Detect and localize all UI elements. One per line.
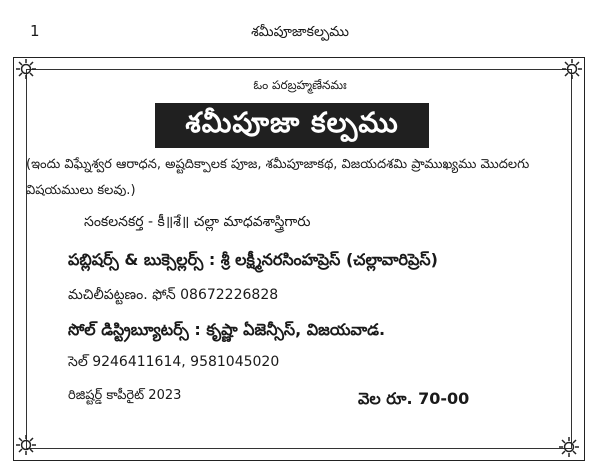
cell-numbers: సెల్ 9246411614, 9581045020 — [68, 354, 280, 370]
publisher-contact: మచిలీపట్టణం. ఫోన్ 08672226828 — [68, 287, 279, 303]
sun-ornament-icon — [561, 58, 583, 80]
distributor-line: సోల్ డిస్ట్రిబ్యూటర్స్ : కృష్ణా ఏజెన్సీస్, విజయవాడ. — [68, 320, 386, 339]
sun-ornament-icon — [558, 436, 580, 458]
publisher-line: పబ్లిషర్స్ & బుక్సెల్లర్స్ : శ్రీ లక్ష్మీనరసింహప్రెస్ (చల్లావారిప్రెస్) — [68, 250, 438, 269]
book-title-text: శమీపూజా కల్పము — [185, 105, 399, 139]
invocation-line: ఓం పరబ్రహ్మణేనమః — [253, 78, 347, 92]
copyright-line: రిజిష్టర్డ్ కాపీరైట్ 2023 — [68, 388, 182, 403]
running-title: శమీపూజాకల్పము — [251, 24, 349, 40]
book-title — [155, 103, 429, 148]
contents-description: (ఇందు విఘ్నేశ్వర ఆరాధన, అష్టదిక్పాలక పూజ, శమీపూజాకథ, విజయదశమి ప్రాముఖ్యము మొదలగు విషయములు కలవు.) — [26, 157, 530, 198]
compiler-line: సంకలనకర్త - కీ॥శే॥ చల్లా మాధవశాస్త్రిగారు — [84, 214, 311, 230]
page-number: 1 — [30, 22, 40, 40]
sun-ornament-icon — [15, 434, 37, 456]
price-label: వెల రూ. 70-00 — [358, 389, 470, 408]
sun-ornament-icon — [15, 58, 37, 80]
